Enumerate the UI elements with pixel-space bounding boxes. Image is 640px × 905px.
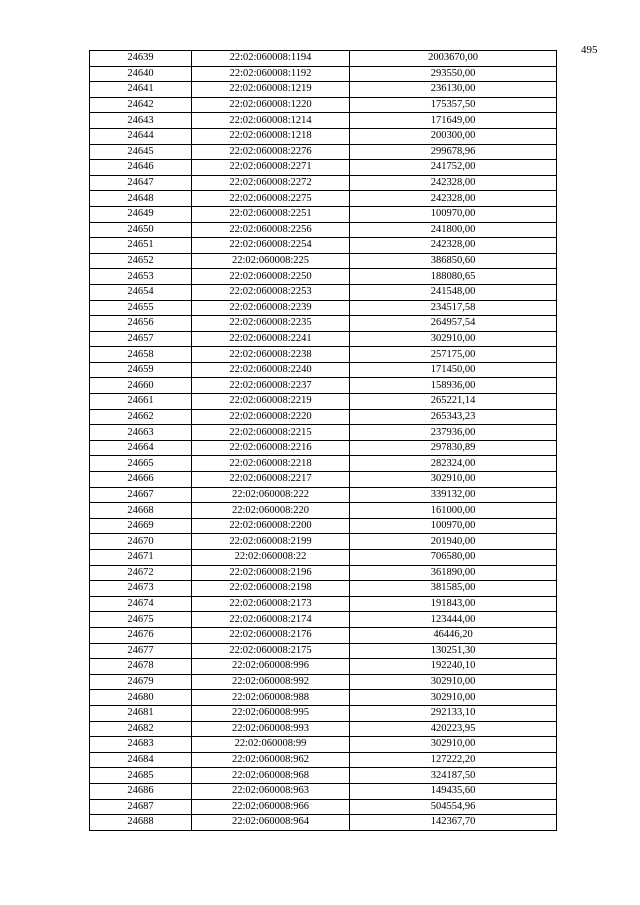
cadastral-number-cell: 22:02:060008:2240 bbox=[192, 362, 350, 378]
row-number-cell: 24662 bbox=[90, 409, 192, 425]
cadastral-number-cell: 22:02:060008:968 bbox=[192, 768, 350, 784]
cadastral-number-cell: 22:02:060008:992 bbox=[192, 674, 350, 690]
page-number: 495 bbox=[581, 44, 598, 56]
cadastral-value-cell: 171649,00 bbox=[350, 113, 557, 129]
table-row bbox=[90, 222, 557, 238]
table-row bbox=[90, 565, 557, 581]
row-number-cell: 24654 bbox=[90, 284, 192, 300]
row-number-cell: 24647 bbox=[90, 175, 192, 191]
row-number-cell: 24646 bbox=[90, 160, 192, 176]
table-row bbox=[90, 612, 557, 628]
table-row bbox=[90, 487, 557, 503]
table-row bbox=[90, 503, 557, 519]
cadastral-value-cell: 302910,00 bbox=[350, 472, 557, 488]
cadastral-number-cell: 22:02:060008:2175 bbox=[192, 643, 350, 659]
row-number-cell: 24649 bbox=[90, 206, 192, 222]
table-row bbox=[90, 238, 557, 254]
table-row bbox=[90, 815, 557, 831]
row-number-cell: 24688 bbox=[90, 815, 192, 831]
cadastral-value-cell: 242328,00 bbox=[350, 191, 557, 207]
table-row bbox=[90, 97, 557, 113]
table-row bbox=[90, 51, 557, 67]
cadastral-value-cell: 171450,00 bbox=[350, 362, 557, 378]
table-row bbox=[90, 66, 557, 82]
row-number-cell: 24658 bbox=[90, 347, 192, 363]
row-number-cell: 24651 bbox=[90, 238, 192, 254]
cadastral-number-cell: 22:02:060008:220 bbox=[192, 503, 350, 519]
cadastral-value-cell: 100970,00 bbox=[350, 518, 557, 534]
cadastral-value-cell: 282324,00 bbox=[350, 456, 557, 472]
table-row bbox=[90, 300, 557, 316]
cadastral-number-cell: 22:02:060008:2219 bbox=[192, 394, 350, 410]
table-row bbox=[90, 534, 557, 550]
table-row bbox=[90, 440, 557, 456]
row-number-cell: 24682 bbox=[90, 721, 192, 737]
table-row bbox=[90, 456, 557, 472]
row-number-cell: 24639 bbox=[90, 51, 192, 67]
cadastral-value-cell: 242328,00 bbox=[350, 238, 557, 254]
cadastral-number-cell: 22:02:060008:966 bbox=[192, 799, 350, 815]
table-row bbox=[90, 144, 557, 160]
table-row bbox=[90, 284, 557, 300]
cadastral-value-cell: 142367,70 bbox=[350, 815, 557, 831]
row-number-cell: 24664 bbox=[90, 440, 192, 456]
table-row bbox=[90, 253, 557, 269]
table-row bbox=[90, 752, 557, 768]
row-number-cell: 24650 bbox=[90, 222, 192, 238]
cadastral-value-cell: 161000,00 bbox=[350, 503, 557, 519]
cadastral-value-cell: 200300,00 bbox=[350, 128, 557, 144]
cadastral-number-cell: 22:02:060008:2176 bbox=[192, 627, 350, 643]
row-number-cell: 24684 bbox=[90, 752, 192, 768]
cadastral-number-cell: 22:02:060008:964 bbox=[192, 815, 350, 831]
table-row bbox=[90, 783, 557, 799]
table-row bbox=[90, 316, 557, 332]
row-number-cell: 24680 bbox=[90, 690, 192, 706]
cadastral-number-cell: 22:02:060008:2217 bbox=[192, 472, 350, 488]
table-row bbox=[90, 191, 557, 207]
row-number-cell: 24659 bbox=[90, 362, 192, 378]
row-number-cell: 24669 bbox=[90, 518, 192, 534]
cadastral-value-cell: 324187,50 bbox=[350, 768, 557, 784]
cadastral-value-cell: 201940,00 bbox=[350, 534, 557, 550]
table-row bbox=[90, 206, 557, 222]
cadastral-number-cell: 22:02:060008:2272 bbox=[192, 175, 350, 191]
cadastral-number-cell: 22:02:060008:2174 bbox=[192, 612, 350, 628]
cadastral-value-table bbox=[89, 50, 557, 831]
cadastral-value-cell: 361890,00 bbox=[350, 565, 557, 581]
row-number-cell: 24640 bbox=[90, 66, 192, 82]
cadastral-number-cell: 22:02:060008:2235 bbox=[192, 316, 350, 332]
cadastral-number-cell: 22:02:060008:225 bbox=[192, 253, 350, 269]
row-number-cell: 24667 bbox=[90, 487, 192, 503]
row-number-cell: 24677 bbox=[90, 643, 192, 659]
cadastral-value-cell: 706580,00 bbox=[350, 550, 557, 566]
cadastral-value-cell: 302910,00 bbox=[350, 690, 557, 706]
cadastral-value-cell: 191843,00 bbox=[350, 596, 557, 612]
row-number-cell: 24657 bbox=[90, 331, 192, 347]
table-row bbox=[90, 518, 557, 534]
cadastral-number-cell: 22:02:060008:2241 bbox=[192, 331, 350, 347]
table-row bbox=[90, 768, 557, 784]
row-number-cell: 24663 bbox=[90, 425, 192, 441]
cadastral-value-cell: 175357,50 bbox=[350, 97, 557, 113]
row-number-cell: 24641 bbox=[90, 82, 192, 98]
cadastral-value-cell: 302910,00 bbox=[350, 737, 557, 753]
cadastral-number-cell: 22:02:060008:1192 bbox=[192, 66, 350, 82]
cadastral-number-cell: 22:02:060008:996 bbox=[192, 659, 350, 675]
table-row bbox=[90, 550, 557, 566]
cadastral-value-cell: 242328,00 bbox=[350, 175, 557, 191]
cadastral-value-cell: 241800,00 bbox=[350, 222, 557, 238]
row-number-cell: 24655 bbox=[90, 300, 192, 316]
row-number-cell: 24679 bbox=[90, 674, 192, 690]
row-number-cell: 24660 bbox=[90, 378, 192, 394]
cadastral-value-cell: 100970,00 bbox=[350, 206, 557, 222]
row-number-cell: 24670 bbox=[90, 534, 192, 550]
table-row bbox=[90, 394, 557, 410]
cadastral-value-cell: 339132,00 bbox=[350, 487, 557, 503]
table-row bbox=[90, 378, 557, 394]
cadastral-number-cell: 22:02:060008:1214 bbox=[192, 113, 350, 129]
cadastral-value-cell: 188080,65 bbox=[350, 269, 557, 285]
cadastral-value-cell: 158936,00 bbox=[350, 378, 557, 394]
cadastral-number-cell: 22:02:060008:222 bbox=[192, 487, 350, 503]
cadastral-value-cell: 241752,00 bbox=[350, 160, 557, 176]
row-number-cell: 24652 bbox=[90, 253, 192, 269]
cadastral-value-cell: 46446,20 bbox=[350, 627, 557, 643]
cadastral-value-cell: 265221,14 bbox=[350, 394, 557, 410]
cadastral-value-cell: 123444,00 bbox=[350, 612, 557, 628]
row-number-cell: 24656 bbox=[90, 316, 192, 332]
cadastral-value-cell: 234517,58 bbox=[350, 300, 557, 316]
row-number-cell: 24666 bbox=[90, 472, 192, 488]
cadastral-value-cell: 237936,00 bbox=[350, 425, 557, 441]
cadastral-number-cell: 22:02:060008:1218 bbox=[192, 128, 350, 144]
cadastral-number-cell: 22:02:060008:988 bbox=[192, 690, 350, 706]
cadastral-value-cell: 2003670,00 bbox=[350, 51, 557, 67]
cadastral-number-cell: 22:02:060008:2173 bbox=[192, 596, 350, 612]
cadastral-number-cell: 22:02:060008:2199 bbox=[192, 534, 350, 550]
row-number-cell: 24645 bbox=[90, 144, 192, 160]
cadastral-number-cell: 22:02:060008:2238 bbox=[192, 347, 350, 363]
table-row bbox=[90, 799, 557, 815]
row-number-cell: 24644 bbox=[90, 128, 192, 144]
row-number-cell: 24675 bbox=[90, 612, 192, 628]
row-number-cell: 24642 bbox=[90, 97, 192, 113]
table-row bbox=[90, 737, 557, 753]
table-row bbox=[90, 113, 557, 129]
cadastral-value-cell: 297830,89 bbox=[350, 440, 557, 456]
cadastral-value-cell: 127222,20 bbox=[350, 752, 557, 768]
cadastral-value-cell: 302910,00 bbox=[350, 331, 557, 347]
cadastral-value-cell: 381585,00 bbox=[350, 581, 557, 597]
table-row bbox=[90, 82, 557, 98]
cadastral-number-cell: 22:02:060008:962 bbox=[192, 752, 350, 768]
table-row bbox=[90, 627, 557, 643]
row-number-cell: 24668 bbox=[90, 503, 192, 519]
cadastral-number-cell: 22:02:060008:1220 bbox=[192, 97, 350, 113]
cadastral-value-cell: 504554,96 bbox=[350, 799, 557, 815]
table-row bbox=[90, 690, 557, 706]
table-row bbox=[90, 472, 557, 488]
row-number-cell: 24661 bbox=[90, 394, 192, 410]
row-number-cell: 24685 bbox=[90, 768, 192, 784]
row-number-cell: 24671 bbox=[90, 550, 192, 566]
cadastral-number-cell: 22:02:060008:2198 bbox=[192, 581, 350, 597]
cadastral-number-cell: 22:02:060008:2250 bbox=[192, 269, 350, 285]
row-number-cell: 24653 bbox=[90, 269, 192, 285]
row-number-cell: 24673 bbox=[90, 581, 192, 597]
cadastral-value-cell: 302910,00 bbox=[350, 674, 557, 690]
cadastral-number-cell: 22:02:060008:1219 bbox=[192, 82, 350, 98]
cadastral-number-cell: 22:02:060008:2237 bbox=[192, 378, 350, 394]
cadastral-number-cell: 22:02:060008:2254 bbox=[192, 238, 350, 254]
table-row bbox=[90, 674, 557, 690]
cadastral-number-cell: 22:02:060008:2275 bbox=[192, 191, 350, 207]
cadastral-number-cell: 22:02:060008:2239 bbox=[192, 300, 350, 316]
cadastral-value-cell: 265343,23 bbox=[350, 409, 557, 425]
cadastral-number-cell: 22:02:060008:1194 bbox=[192, 51, 350, 67]
cadastral-value-cell: 264957,54 bbox=[350, 316, 557, 332]
row-number-cell: 24648 bbox=[90, 191, 192, 207]
cadastral-value-cell: 299678,96 bbox=[350, 144, 557, 160]
cadastral-number-cell: 22:02:060008:99 bbox=[192, 737, 350, 753]
table-row bbox=[90, 705, 557, 721]
row-number-cell: 24674 bbox=[90, 596, 192, 612]
cadastral-value-cell: 192240,10 bbox=[350, 659, 557, 675]
table-row bbox=[90, 659, 557, 675]
cadastral-number-cell: 22:02:060008:2215 bbox=[192, 425, 350, 441]
row-number-cell: 24686 bbox=[90, 783, 192, 799]
row-number-cell: 24687 bbox=[90, 799, 192, 815]
table-row bbox=[90, 643, 557, 659]
table-body bbox=[90, 51, 557, 831]
table-row bbox=[90, 175, 557, 191]
cadastral-number-cell: 22:02:060008:2271 bbox=[192, 160, 350, 176]
cadastral-value-cell: 292133,10 bbox=[350, 705, 557, 721]
cadastral-value-cell: 149435,60 bbox=[350, 783, 557, 799]
cadastral-number-cell: 22:02:060008:2200 bbox=[192, 518, 350, 534]
cadastral-number-cell: 22:02:060008:2218 bbox=[192, 456, 350, 472]
cadastral-number-cell: 22:02:060008:2220 bbox=[192, 409, 350, 425]
cadastral-value-cell: 293550,00 bbox=[350, 66, 557, 82]
table-row bbox=[90, 269, 557, 285]
cadastral-number-cell: 22:02:060008:995 bbox=[192, 705, 350, 721]
table-row bbox=[90, 347, 557, 363]
table-row bbox=[90, 362, 557, 378]
row-number-cell: 24672 bbox=[90, 565, 192, 581]
table-row bbox=[90, 596, 557, 612]
row-number-cell: 24665 bbox=[90, 456, 192, 472]
cadastral-number-cell: 22:02:060008:993 bbox=[192, 721, 350, 737]
table-row bbox=[90, 331, 557, 347]
table-row bbox=[90, 425, 557, 441]
cadastral-value-cell: 130251,30 bbox=[350, 643, 557, 659]
table-row bbox=[90, 581, 557, 597]
cadastral-number-cell: 22:02:060008:963 bbox=[192, 783, 350, 799]
cadastral-number-cell: 22:02:060008:2256 bbox=[192, 222, 350, 238]
row-number-cell: 24678 bbox=[90, 659, 192, 675]
cadastral-number-cell: 22:02:060008:2251 bbox=[192, 206, 350, 222]
table-row bbox=[90, 160, 557, 176]
cadastral-value-cell: 236130,00 bbox=[350, 82, 557, 98]
table-row bbox=[90, 409, 557, 425]
cadastral-number-cell: 22:02:060008:2276 bbox=[192, 144, 350, 160]
table-row bbox=[90, 128, 557, 144]
cadastral-value-cell: 386850,60 bbox=[350, 253, 557, 269]
cadastral-number-cell: 22:02:060008:2216 bbox=[192, 440, 350, 456]
row-number-cell: 24681 bbox=[90, 705, 192, 721]
cadastral-number-cell: 22:02:060008:2253 bbox=[192, 284, 350, 300]
cadastral-number-cell: 22:02:060008:22 bbox=[192, 550, 350, 566]
cadastral-value-cell: 420223,95 bbox=[350, 721, 557, 737]
cadastral-value-cell: 257175,00 bbox=[350, 347, 557, 363]
cadastral-number-cell: 22:02:060008:2196 bbox=[192, 565, 350, 581]
row-number-cell: 24643 bbox=[90, 113, 192, 129]
row-number-cell: 24683 bbox=[90, 737, 192, 753]
table-row bbox=[90, 721, 557, 737]
cadastral-value-cell: 241548,00 bbox=[350, 284, 557, 300]
row-number-cell: 24676 bbox=[90, 627, 192, 643]
